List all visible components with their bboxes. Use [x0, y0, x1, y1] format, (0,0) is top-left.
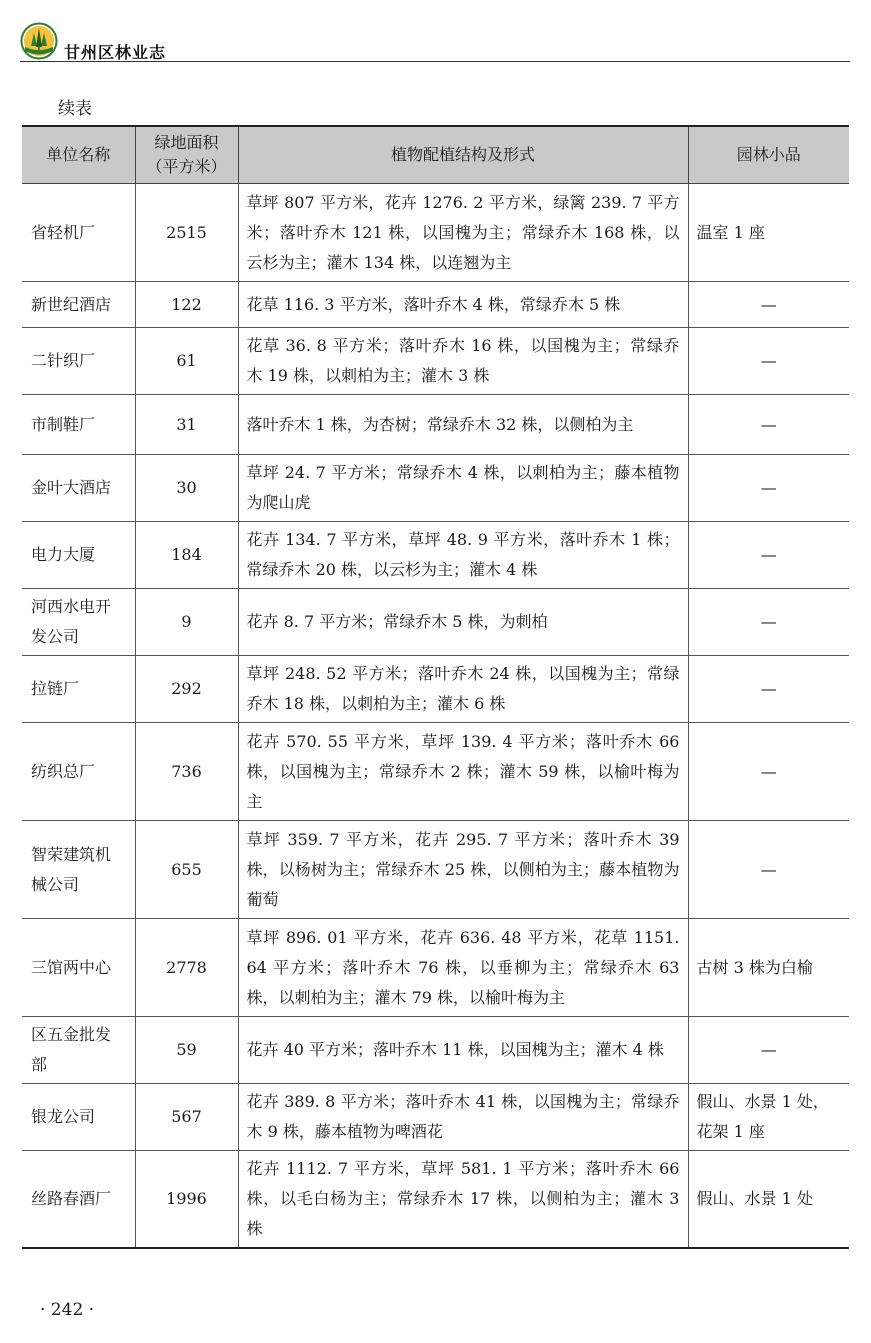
planting-structure-cell: 花卉 389. 8 平方米；落叶乔木 41 株，以国槐为主；常绿乔木 9 株，藤本植物为啤酒花: [238, 1084, 688, 1151]
page-number: · 242 ·: [40, 1300, 95, 1320]
unit-name-cell: 丝路春酒厂: [22, 1151, 135, 1249]
green-area-cell: 122: [135, 282, 238, 328]
table-caption: 续表: [58, 99, 92, 119]
planting-structure-cell: 落叶乔木 1 株，为杏树；常绿乔木 32 株，以侧柏为主: [238, 395, 688, 455]
garden-feature-cell: 假山、水景 1 处: [688, 1151, 849, 1249]
column-header-features: 园林小品: [688, 126, 849, 184]
planting-structure-cell: 草坪 24. 7 平方米；常绿乔木 4 株，以刺柏为主；藤本植物为爬山虎: [238, 455, 688, 522]
greening-table: [22, 125, 849, 1249]
planting-structure-cell: 花草 36. 8 平方米；落叶乔木 16 株，以国槐为主；常绿乔木 19 株，以刺柏为主；灌木 3 株: [238, 328, 688, 395]
unit-name-cell: 银龙公司: [22, 1084, 135, 1151]
garden-feature-cell: —: [688, 282, 849, 328]
table-row: [22, 395, 849, 455]
garden-feature-cell: 温室 1 座: [688, 184, 849, 282]
unit-name-cell: 新世纪酒店: [22, 282, 135, 328]
unit-name-cell: 二针织厂: [22, 328, 135, 395]
column-header-unit: 单位名称: [22, 126, 135, 184]
planting-structure-cell: 草坪 248. 52 平方米；落叶乔木 24 株，以国槐为主；常绿乔木 18 株，以刺柏为主；灌木 6 株: [238, 656, 688, 723]
table-row: [22, 723, 849, 821]
unit-name-cell: 电力大厦: [22, 522, 135, 589]
unit-name-cell: 三馆两中心: [22, 919, 135, 1017]
column-header-area-label: 绿地面积 （平方米）: [146, 133, 227, 176]
planting-structure-cell: 草坪 359. 7 平方米，花卉 295. 7 平方米；落叶乔木 39 株，以杨树为主；常绿乔木 25 株，以侧柏为主；藤本植物为葡萄: [238, 821, 688, 919]
garden-feature-cell: —: [688, 723, 849, 821]
planting-structure-cell: 草坪 896. 01 平方米，花卉 636. 48 平方米，花草 1151. 64 平方米；落叶乔木 76 株，以垂柳为主；常绿乔木 63 株，以刺柏为主；灌木 79 株，以榆叶梅为主: [238, 919, 688, 1017]
planting-structure-cell: 花卉 8. 7 平方米；常绿乔木 5 株，为刺柏: [238, 589, 688, 656]
table-row: [22, 328, 849, 395]
green-area-cell: 30: [135, 455, 238, 522]
green-area-cell: 59: [135, 1017, 238, 1084]
unit-name-cell: 区五金批发部: [22, 1017, 135, 1084]
green-area-cell: 2515: [135, 184, 238, 282]
unit-name-cell: 市制鞋厂: [22, 395, 135, 455]
green-area-cell: 292: [135, 656, 238, 723]
green-area-cell: 1996: [135, 1151, 238, 1249]
garden-feature-cell: 假山、水景 1 处，花架 1 座: [688, 1084, 849, 1151]
unit-name-cell: 拉链厂: [22, 656, 135, 723]
garden-feature-cell: —: [688, 328, 849, 395]
table-row: [22, 184, 849, 282]
garden-feature-cell: —: [688, 821, 849, 919]
planting-structure-cell: 花草 116. 3 平方米，落叶乔木 4 株，常绿乔木 5 株: [238, 282, 688, 328]
planting-structure-cell: 草坪 807 平方米，花卉 1276. 2 平方米，绿篱 239. 7 平方米；落叶乔木 121 株，以国槐为主；常绿乔木 168 株，以云杉为主；灌木 134 株，以连翘为主: [238, 184, 688, 282]
table-row: [22, 919, 849, 1017]
garden-feature-cell: —: [688, 395, 849, 455]
forest-tree-logo-icon: [20, 22, 58, 60]
planting-structure-cell: 花卉 570. 55 平方米，草坪 139. 4 平方米；落叶乔木 66 株，以国槐为主；常绿乔木 2 株；灌木 59 株，以榆叶梅为主: [238, 723, 688, 821]
table-header-row: [22, 126, 849, 184]
garden-feature-cell: —: [688, 589, 849, 656]
planting-structure-cell: 花卉 134. 7 平方米，草坪 48. 9 平方米，落叶乔木 1 株；常绿乔木 20 株，以云杉为主；灌木 4 株: [238, 522, 688, 589]
green-area-cell: 655: [135, 821, 238, 919]
table-row: [22, 656, 849, 723]
header-divider: [20, 61, 850, 62]
table-row: [22, 282, 849, 328]
garden-feature-cell: 古树 3 株为白榆: [688, 919, 849, 1017]
column-header-planting: 植物配植结构及形式: [238, 126, 688, 184]
table-row: [22, 1017, 849, 1084]
green-area-cell: 61: [135, 328, 238, 395]
table-row: [22, 821, 849, 919]
planting-structure-cell: 花卉 40 平方米；落叶乔木 11 株，以国槐为主；灌木 4 株: [238, 1017, 688, 1084]
green-area-cell: 2778: [135, 919, 238, 1017]
green-area-cell: 736: [135, 723, 238, 821]
table-body: [22, 184, 849, 1249]
table-row: [22, 522, 849, 589]
green-area-cell: 567: [135, 1084, 238, 1151]
table-row: [22, 589, 849, 656]
table-row: [22, 1084, 849, 1151]
green-area-cell: 184: [135, 522, 238, 589]
unit-name-cell: 省轻机厂: [22, 184, 135, 282]
book-title: 甘州区林业志: [64, 43, 167, 62]
unit-name-cell: 河西水电开发公司: [22, 589, 135, 656]
garden-feature-cell: —: [688, 656, 849, 723]
column-header-area: [135, 126, 238, 184]
garden-feature-cell: —: [688, 522, 849, 589]
garden-feature-cell: —: [688, 455, 849, 522]
garden-feature-cell: —: [688, 1017, 849, 1084]
planting-structure-cell: 花卉 1112. 7 平方米，草坪 581. 1 平方米；落叶乔木 66 株，以毛白杨为主；常绿乔木 17 株，以侧柏为主；灌木 3 株: [238, 1151, 688, 1249]
green-area-cell: 9: [135, 589, 238, 656]
unit-name-cell: 金叶大酒店: [22, 455, 135, 522]
unit-name-cell: 纺织总厂: [22, 723, 135, 821]
table-row: [22, 455, 849, 522]
page-header: [20, 22, 850, 62]
green-area-cell: 31: [135, 395, 238, 455]
unit-name-cell: 智荣建筑机械公司: [22, 821, 135, 919]
table-row: [22, 1151, 849, 1249]
